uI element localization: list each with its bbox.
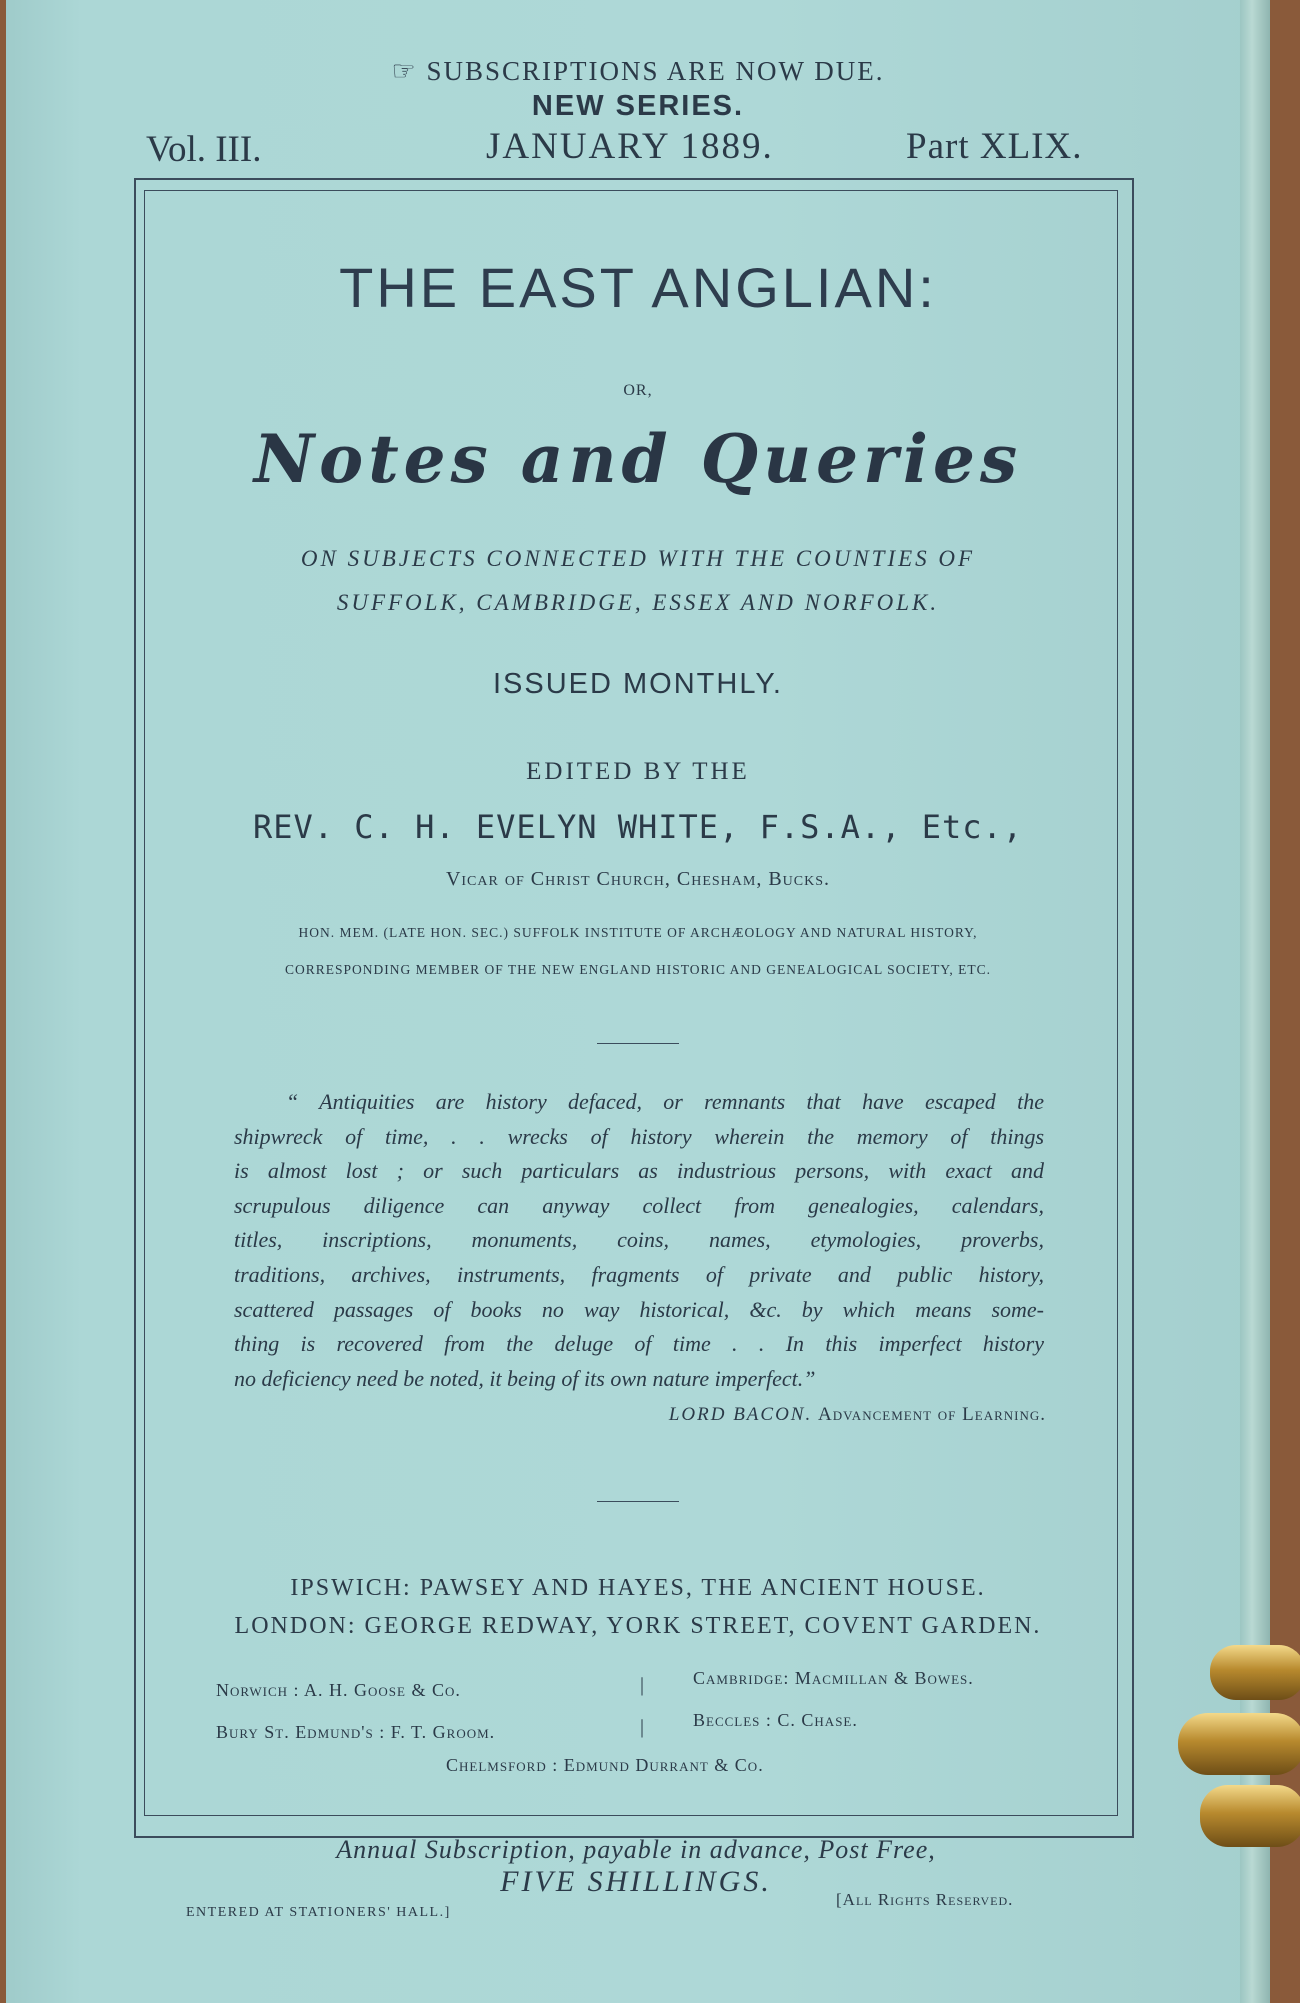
- publisher-ipswich: IPSWICH: PAWSEY AND HAYES, THE ANCIENT HOUSE.: [290, 1575, 986, 1601]
- publisher-london: LONDON: GEORGE REDWAY, YORK STREET, COVENT GARDEN.: [234, 1613, 1042, 1639]
- quote-work: Advancement of Learning.: [817, 1404, 1046, 1425]
- edited-by: EDITED BY THE: [526, 758, 750, 785]
- quote-line: “ Antiquities are history defaced, or remnants that have escaped the: [286, 1089, 1044, 1114]
- journal-title: THE EAST ANGLIAN:: [339, 256, 937, 319]
- rights-reserved: [All Rights Reserved.: [836, 1890, 1014, 1909]
- editor-name: REV. C. H. EVELYN WHITE, F.S.A., Etc.,: [252, 808, 1024, 846]
- quote-line: shipwreck of time, . . wrecks of history wherein the memory of things: [234, 1123, 1044, 1149]
- agent-bury: Bury St. Edmund's : F. T. Groom.: [216, 1722, 496, 1742]
- agent-separator: |: [640, 1674, 645, 1696]
- cover-page: [6, 0, 1270, 2003]
- agent-cambridge: Cambridge: Macmillan & Bowes.: [693, 1668, 974, 1688]
- editor-position: Vicar of Christ Church, Chesham, Bucks.: [445, 868, 831, 890]
- subscription-notice: ☞ SUBSCRIPTIONS ARE NOW DUE.: [391, 56, 885, 86]
- stationers-hall-note: ENTERED AT STATIONERS' HALL.]: [186, 1905, 451, 1920]
- quote-line: is almost lost ; or such particulars as industrious persons, with exact and: [234, 1158, 1044, 1184]
- binder-clip-icon: [1170, 1635, 1300, 1865]
- divider-rule: [597, 1501, 679, 1502]
- subscription-price: FIVE SHILLINGS.: [500, 1865, 772, 1898]
- editor-membership-2: CORRESPONDING MEMBER OF THE NEW ENGLAND HISTORIC AND GENEALOGICAL SOCIETY, ETC.: [284, 962, 991, 977]
- divider-rule: [597, 1043, 679, 1044]
- annual-subscription: Annual Subscription, payable in advance, Post Free,: [336, 1835, 936, 1864]
- subjects-line-1: ON SUBJECTS CONNECTED WITH THE COUNTIES OF: [300, 546, 976, 571]
- or-connector: OR,: [623, 382, 653, 399]
- part-label: Part XLIX.: [906, 126, 1083, 167]
- quote-line: traditions, archives, instruments, fragments of private and public history,: [234, 1261, 1044, 1287]
- agent-chelmsford: Chelmsford : Edmund Durrant & Co.: [446, 1755, 764, 1775]
- epigraph-quote: [234, 1085, 1044, 1396]
- quote-line: no deficiency need be noted, it being of its own nature imperfect.”: [234, 1365, 816, 1391]
- issue-date: JANUARY 1889.: [486, 126, 774, 167]
- agent-separator: |: [640, 1716, 645, 1738]
- journal-subtitle: Notes and Queries: [253, 420, 1023, 498]
- volume-label: [146, 128, 261, 171]
- series-label: NEW SERIES.: [531, 90, 745, 122]
- quote-line: scrupulous diligence can anyway collect from genealogies, calendars,: [234, 1192, 1044, 1218]
- quote-author: LORD BACON.: [668, 1404, 813, 1425]
- subjects-line-2: SUFFOLK, CAMBRIDGE, ESSEX AND NORFOLK.: [336, 590, 940, 615]
- quote-line: titles, inscriptions, monuments, coins, names, etymologies, proverbs,: [234, 1227, 1044, 1253]
- agent-beccles: Beccles : C. Chase.: [693, 1710, 858, 1730]
- quote-attribution: [506, 1404, 1046, 1426]
- editor-membership-1: HON. MEM. (LATE HON. SEC.) SUFFOLK INSTITUTE OF ARCHÆOLOGY AND NATURAL HISTORY,: [298, 925, 978, 940]
- volume-text: Vol. III.: [146, 129, 262, 170]
- issued-monthly: ISSUED MONTHLY.: [493, 668, 783, 700]
- agent-norwich: Norwich : A. H. Goose & Co.: [216, 1680, 461, 1700]
- quote-line: thing is recovered from the deluge of time . . In this imperfect history: [234, 1331, 1044, 1357]
- quote-line: scattered passages of books no way historical, &c. by which means some-: [234, 1296, 1044, 1322]
